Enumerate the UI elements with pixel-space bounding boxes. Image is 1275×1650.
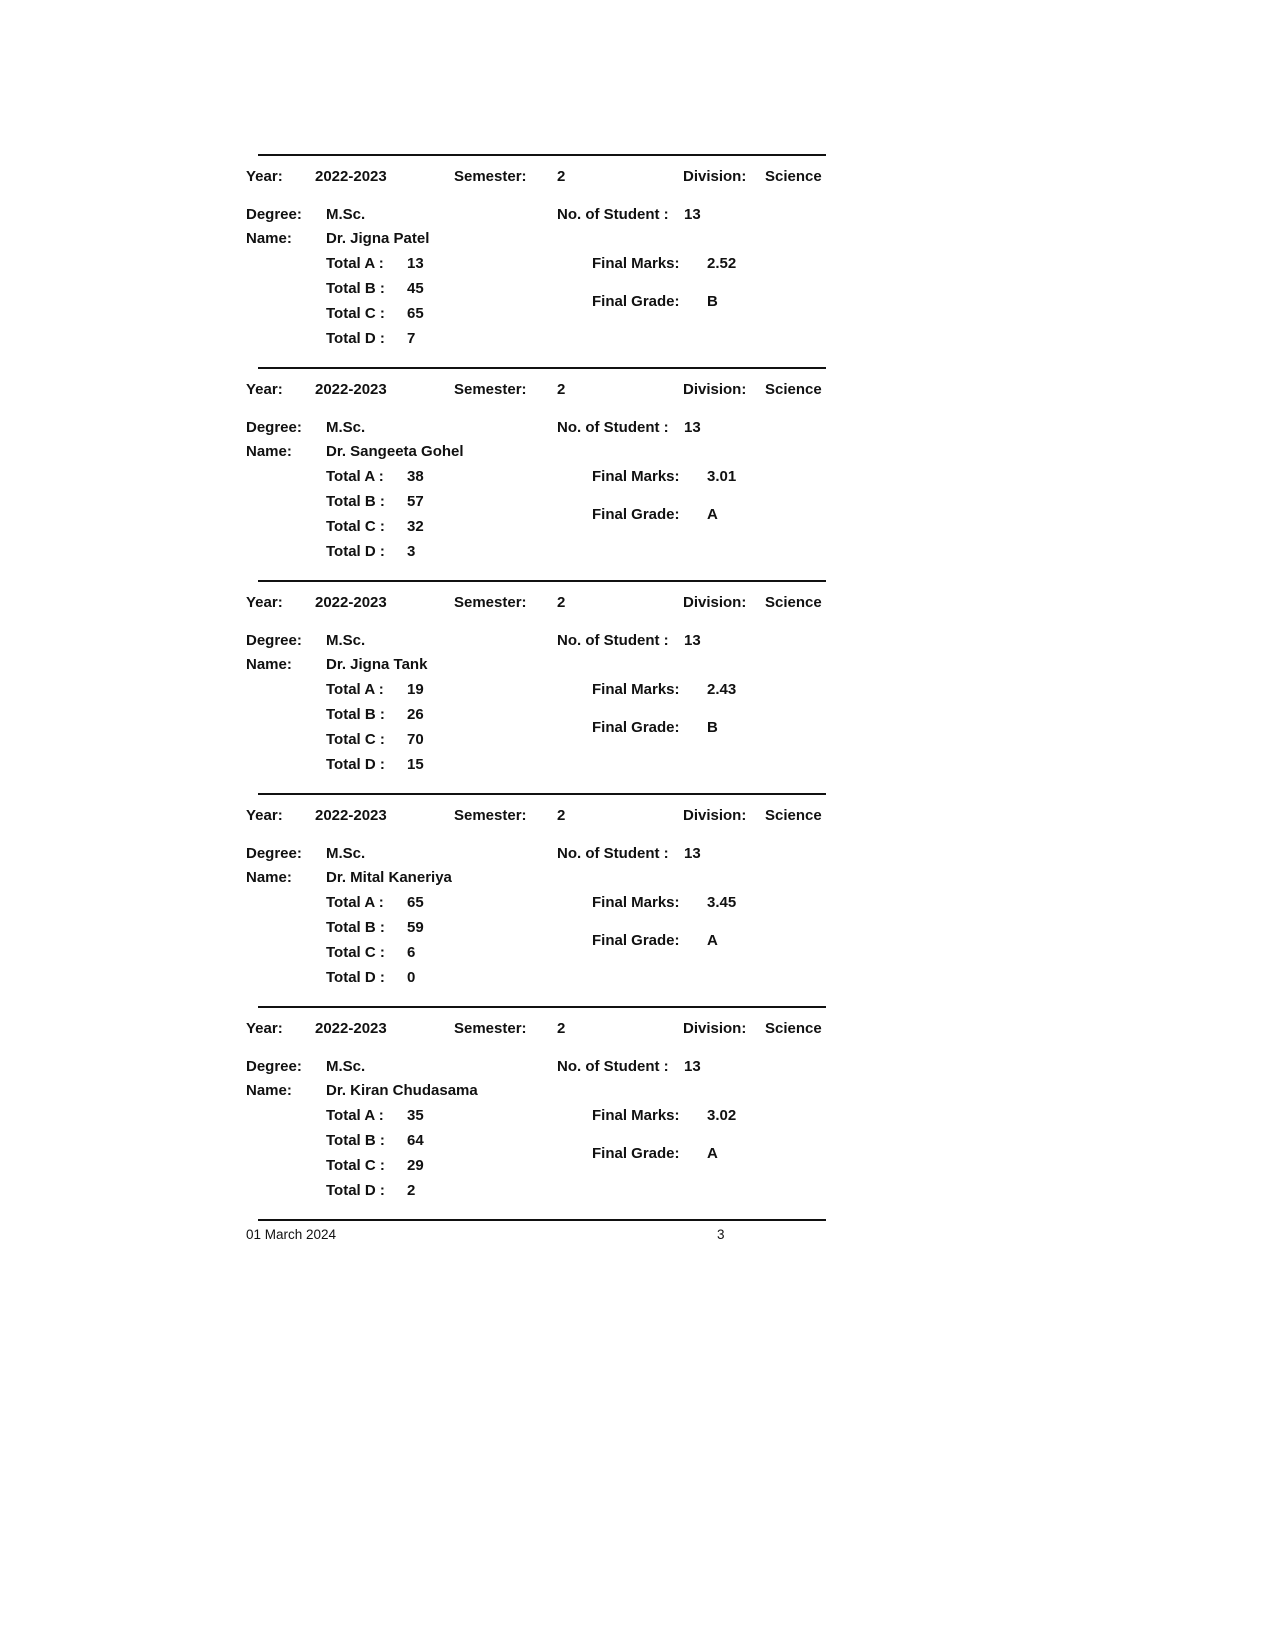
final-grade-value: B [707,293,718,310]
name-label: Name: [246,869,292,886]
division-value: Science [765,381,822,398]
total-b-label: Total B : [326,919,385,936]
total-d-label: Total D : [326,969,385,986]
total-c-label: Total C : [326,944,385,961]
total-d-label: Total D : [326,543,385,560]
footer-date: 01 March 2024 [246,1227,337,1242]
students-value: 13 [684,1058,701,1075]
semester-value: 2 [557,381,566,398]
year-label: Year: [246,381,283,398]
total-d-label: Total D : [326,330,385,347]
students-label: No. of Student : [557,1058,669,1075]
degree-value: M.Sc. [326,1058,366,1075]
teacher-name: Dr. Mital Kaneriya [326,869,452,886]
total-c-value: 32 [407,518,424,535]
year-value: 2022-2023 [315,168,387,185]
total-d-value: 3 [407,543,416,560]
teacher-name: Dr. Jigna Tank [326,656,428,673]
final-grade-label: Final Grade: [592,293,680,310]
degree-value: M.Sc. [326,206,366,223]
total-b-value: 59 [407,919,424,936]
total-d-value: 15 [407,756,424,773]
total-d-value: 0 [407,969,416,986]
teacher-record [0,1006,1275,1219]
record-rule [258,793,826,795]
semester-label: Semester: [454,381,527,398]
final-grade-label: Final Grade: [592,932,680,949]
final-marks-value: 3.45 [707,894,737,911]
final-grade-value: A [707,506,718,523]
teacher-record [0,580,1275,793]
total-a-value: 35 [407,1107,424,1124]
total-b-value: 26 [407,706,424,723]
students-label: No. of Student : [557,206,669,223]
total-c-label: Total C : [326,305,385,322]
final-marks-value: 3.02 [707,1107,737,1124]
semester-label: Semester: [454,1020,527,1037]
total-c-value: 70 [407,731,424,748]
record-rule [258,367,826,369]
teacher-record [0,154,1275,367]
year-label: Year: [246,807,283,824]
students-label: No. of Student : [557,845,669,862]
total-b-value: 45 [407,280,424,297]
degree-label: Degree: [246,206,302,223]
name-label: Name: [246,656,292,673]
semester-value: 2 [557,807,566,824]
page-number: 3 [717,1227,725,1242]
degree-value: M.Sc. [326,845,366,862]
year-value: 2022-2023 [315,1020,387,1037]
total-a-value: 19 [407,681,424,698]
degree-value: M.Sc. [326,419,366,436]
name-label: Name: [246,230,292,247]
total-a-value: 65 [407,894,424,911]
teacher-name: Dr. Jigna Patel [326,230,430,247]
total-b-value: 64 [407,1132,424,1149]
division-value: Science [765,594,822,611]
total-d-label: Total D : [326,756,385,773]
division-label: Division: [683,807,747,824]
total-c-label: Total C : [326,518,385,535]
total-a-value: 38 [407,468,424,485]
final-marks-value: 2.52 [707,255,737,272]
division-label: Division: [683,168,747,185]
total-b-value: 57 [407,493,424,510]
final-grade-label: Final Grade: [592,506,680,523]
students-value: 13 [684,632,701,649]
semester-value: 2 [557,1020,566,1037]
semester-label: Semester: [454,168,527,185]
final-marks-label: Final Marks: [592,894,680,911]
year-label: Year: [246,1020,283,1037]
total-a-label: Total A : [326,468,384,485]
degree-value: M.Sc. [326,632,366,649]
degree-label: Degree: [246,419,302,436]
year-value: 2022-2023 [315,594,387,611]
record-rule [258,154,826,156]
total-d-label: Total D : [326,1182,385,1199]
total-a-label: Total A : [326,1107,384,1124]
final-grade-label: Final Grade: [592,1145,680,1162]
total-a-label: Total A : [326,681,384,698]
final-marks-value: 3.01 [707,468,737,485]
final-grade-value: A [707,932,718,949]
final-marks-label: Final Marks: [592,255,680,272]
total-b-label: Total B : [326,493,385,510]
total-b-label: Total B : [326,1132,385,1149]
record-rule [258,1006,826,1008]
division-value: Science [765,168,822,185]
final-marks-label: Final Marks: [592,1107,680,1124]
students-label: No. of Student : [557,419,669,436]
division-label: Division: [683,1020,747,1037]
teacher-record [0,367,1275,580]
total-a-label: Total A : [326,255,384,272]
semester-label: Semester: [454,594,527,611]
year-label: Year: [246,168,283,185]
total-c-value: 6 [407,944,416,961]
final-marks-label: Final Marks: [592,681,680,698]
degree-label: Degree: [246,1058,302,1075]
teacher-name: Dr. Kiran Chudasama [326,1082,478,1099]
total-b-label: Total B : [326,706,385,723]
name-label: Name: [246,443,292,460]
total-c-value: 29 [407,1157,424,1174]
total-d-value: 2 [407,1182,416,1199]
semester-label: Semester: [454,807,527,824]
final-marks-label: Final Marks: [592,468,680,485]
total-c-value: 65 [407,305,424,322]
final-marks-value: 2.43 [707,681,737,698]
year-label: Year: [246,594,283,611]
degree-label: Degree: [246,632,302,649]
year-value: 2022-2023 [315,381,387,398]
teacher-record [0,793,1275,1006]
division-label: Division: [683,381,747,398]
students-value: 13 [684,206,701,223]
final-grade-value: A [707,1145,718,1162]
students-label: No. of Student : [557,632,669,649]
degree-label: Degree: [246,845,302,862]
total-c-label: Total C : [326,1157,385,1174]
total-d-value: 7 [407,330,416,347]
division-value: Science [765,1020,822,1037]
total-a-value: 13 [407,255,424,272]
semester-value: 2 [557,168,566,185]
teacher-name: Dr. Sangeeta Gohel [326,443,464,460]
year-value: 2022-2023 [315,807,387,824]
total-a-label: Total A : [326,894,384,911]
division-value: Science [765,807,822,824]
division-label: Division: [683,594,747,611]
final-grade-value: B [707,719,718,736]
students-value: 13 [684,845,701,862]
total-c-label: Total C : [326,731,385,748]
final-grade-label: Final Grade: [592,719,680,736]
record-rule [258,580,826,582]
footer-rule [258,1219,826,1221]
total-b-label: Total B : [326,280,385,297]
name-label: Name: [246,1082,292,1099]
students-value: 13 [684,419,701,436]
semester-value: 2 [557,594,566,611]
